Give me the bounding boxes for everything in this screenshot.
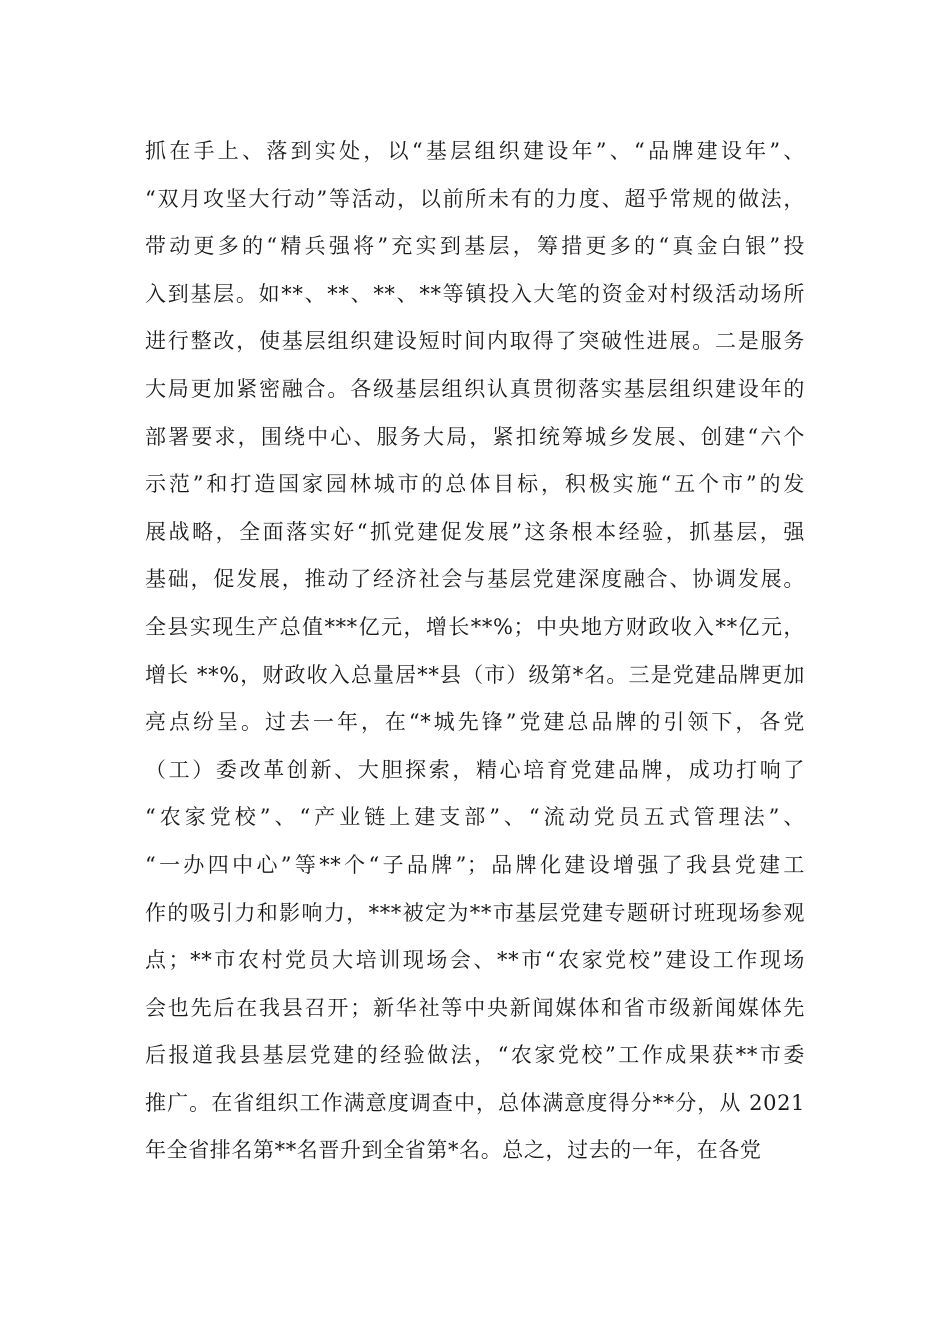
text-line-13: 亮点纷呈。过去一年，在“*城先锋”党建总品牌的引领下，各党 <box>145 710 805 735</box>
text-line-14: （工）委改革创新、大胆探索，精心培育党建品牌，成功打响了 <box>145 757 805 782</box>
text-line-5: 进行整改，使基层组织建设短时间内取得了突破性进展。二是服务 <box>145 329 805 354</box>
text-line-18: 点；**市农村党员大培训现场会、**市“农家党校”建设工作现场 <box>145 948 805 973</box>
body-text <box>145 128 805 1175</box>
text-line-21: 推广。在省组织工作满意度调查中，总体满意度得分**分，从 2021 <box>145 1090 805 1115</box>
text-line-17: 作的吸引力和影响力，***被定为**市基层党建专题研讨班现场参观 <box>145 900 805 925</box>
text-line-15: “农家党校”、“产业链上建支部”、“流动党员五式管理法”、 <box>145 805 805 830</box>
text-line-22: 年全省排名第**名晋升到全省第*名。总之，过去的一年，在各党 <box>145 1138 762 1163</box>
text-line-2: “双月攻坚大行动”等活动，以前所未有的力度、超乎常规的做法， <box>145 186 805 211</box>
text-line-8: 示范”和打造国家园林城市的总体目标，积极实施“五个市”的发 <box>145 472 805 497</box>
text-line-20: 后报道我县基层党建的经验做法，“农家党校”工作成果获**市委 <box>145 1043 805 1068</box>
text-line-3: 带动更多的“精兵强将”充实到基层，筹措更多的“真金白银”投 <box>145 234 805 259</box>
text-line-19: 会也先后在我县召开；新华社等中央新闻媒体和省市级新闻媒体先 <box>145 995 805 1020</box>
text-line-7: 部署要求，围绕中心、服务大局，紧扣统筹城乡发展、创建“六个 <box>145 424 805 449</box>
text-line-10: 基础，促发展，推动了经济社会与基层党建深度融合、协调发展。 <box>145 567 805 592</box>
text-line-4: 入到基层。如**、**、**、**等镇投入大笔的资金对村级活动场所 <box>145 281 805 306</box>
text-line-11: 全县实现生产总值***亿元，增长**%；中央地方财政收入**亿元， <box>145 614 805 639</box>
text-line-16: “一办四中心”等**个“子品牌”；品牌化建设增强了我县党建工 <box>145 852 805 877</box>
text-line-6: 大局更加紧密融合。各级基层组织认真贯彻落实基层组织建设年的 <box>145 376 805 401</box>
text-line-9: 展战略，全面落实好“抓党建促发展”这条根本经验，抓基层，强 <box>145 519 805 544</box>
text-line-1: 抓在手上、落到实处，以“基层组织建设年”、“品牌建设年”、 <box>145 139 805 163</box>
text-line-12: 增长 **%，财政收入总量居**县（市）级第*名。三是党建品牌更加 <box>145 662 805 687</box>
